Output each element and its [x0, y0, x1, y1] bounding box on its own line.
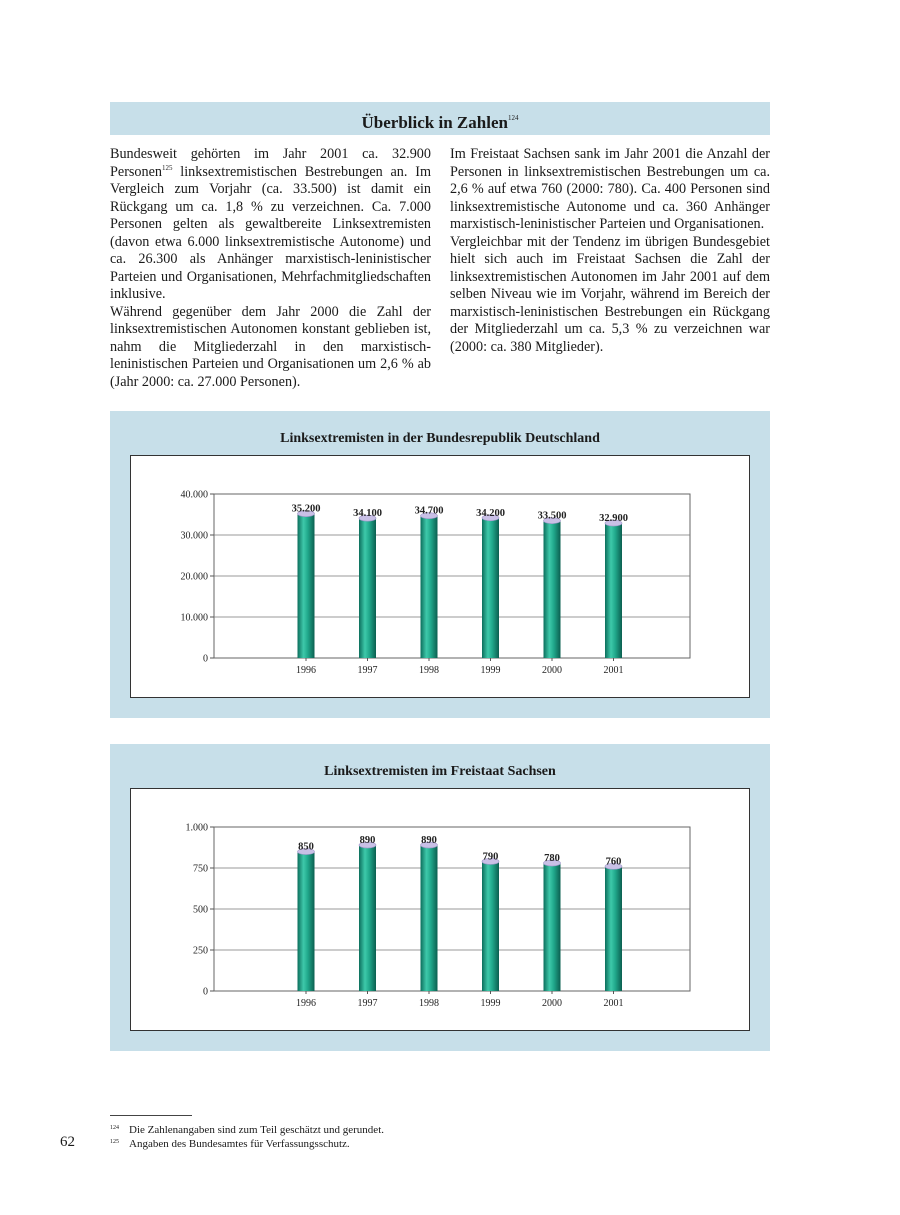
footnote-125 [110, 1136, 350, 1151]
footnote-124 [110, 1122, 384, 1137]
bar [298, 852, 315, 991]
data-label: 790 [482, 851, 499, 863]
right-paragraph-2: Vergleichbar mit der Tendenz im übrigen Bundesgebiet hielt sich auch im Freistaat Sachsen die Zahl der linksextremistischen Autonomen im Jahr 2001 auf dem selben Niveau wie im Vorjahr, während im Bereich der marxistisch-leninistischen Bestrebungen ein Rückgang der Mitgliederzahl um ca. 5,3 % zu verzeichnen war (2000: ca. 380 Mitglieder). [450, 233, 770, 355]
data-label: 32.900 [599, 513, 628, 525]
left-paragraph-1-part-a: Bundesweit gehörten im Jahr 2001 ca. 32.900 Personen [110, 146, 431, 180]
bar [421, 516, 438, 658]
x-tick-label: 1997 [357, 998, 378, 1009]
x-tick-label: 1997 [357, 665, 378, 676]
x-tick-label: 2001 [603, 998, 624, 1009]
bar-chart-saxony [131, 789, 749, 1030]
footnote-ref-124: 124 [507, 114, 519, 122]
data-label: 34.700 [414, 505, 444, 517]
y-tick-label: 0 [203, 986, 208, 998]
data-label: 780 [544, 853, 560, 865]
bar [298, 514, 315, 658]
chart-title-saxony: Linksextremisten im Freistaat Sachsen [324, 764, 556, 779]
data-label: 890 [421, 835, 437, 847]
bar [482, 861, 499, 991]
bar [359, 845, 376, 991]
x-tick-label: 2000 [542, 665, 562, 676]
x-tick-label: 1996 [296, 665, 316, 676]
footnote-text: Angaben des Bundesamtes für Verfassungsschutz. [129, 1138, 350, 1150]
footnote-ref-125: 125 [162, 163, 173, 172]
chart-box-federal [130, 455, 750, 698]
chart-box-saxony [130, 788, 750, 1031]
data-label: 33.500 [537, 510, 567, 522]
left-paragraph-1-part-b: linksextremistischen Bestrebungen an. Im Vergleich zum Vorjahr (ca. 33.500) ist damit ein Rückgang um ca. 1,8 % zu verzeichnen. Ca. 7.000 Personen gelten als gewaltbereite Linksextremisten (davon etwa 6.000 linksextremistische Autonome) und ca. 26.300 als Anhänger marxistisch-leninistischer Parteien und Organisationen, Mehrfachmitgliedschaften inklusive. [110, 163, 431, 302]
left-paragraph-1 [110, 146, 431, 304]
section-heading-text: Überblick in Zahlen [361, 113, 508, 132]
right-paragraph-1: Im Freistaat Sachsen sank im Jahr 2001 die Anzahl der Personen in linksextremistischen Bestrebungen um ca. 2,6 % auf etwa 760 (2000: 780). Ca. 400 Personen sind linksextremistische Autonome und ca. 360 Anhänger marxistisch-leninistischer Parteien und Organisationen. [450, 146, 770, 232]
y-tick-label: 250 [193, 945, 208, 957]
bar [544, 521, 561, 658]
x-tick-label: 1999 [480, 998, 501, 1009]
right-text-column [450, 146, 770, 356]
y-tick-label: 750 [193, 863, 208, 875]
bar [605, 523, 622, 658]
footnote-divider [110, 1115, 192, 1116]
bar [544, 863, 561, 991]
bar [605, 866, 622, 991]
data-label: 34.200 [476, 507, 505, 519]
left-text-column [110, 146, 431, 391]
data-label: 890 [359, 835, 376, 847]
footnote-number: 124 [110, 1125, 119, 1131]
y-tick-label: 20.000 [180, 571, 208, 583]
footnote-number: 125 [110, 1139, 119, 1145]
y-tick-label: 500 [193, 904, 208, 916]
x-tick-label: 1999 [480, 665, 501, 676]
x-tick-label: 1998 [419, 665, 439, 676]
chart-panel-federal [110, 411, 770, 718]
x-tick-label: 2001 [603, 665, 624, 676]
x-tick-label: 1998 [419, 998, 439, 1009]
data-label: 35.200 [291, 503, 321, 515]
x-tick-label: 2000 [542, 998, 562, 1009]
page-number: 62 [60, 1134, 75, 1150]
data-label: 760 [605, 856, 622, 868]
y-tick-label: 1.000 [185, 822, 208, 834]
bar [421, 845, 438, 991]
section-heading [110, 102, 770, 135]
bar [482, 518, 499, 658]
chart-title-federal: Linksextremisten in der Bundesrepublik Deutschland [280, 431, 600, 446]
y-tick-label: 0 [203, 653, 208, 665]
x-tick-label: 1996 [296, 998, 316, 1009]
data-label: 34.100 [353, 508, 382, 520]
chart-panel-saxony [110, 744, 770, 1051]
left-paragraph-2: Während gegenüber dem Jahr 2000 die Zahl der linksextremistischen Autonomen konstant geblieben ist, nahm die Mitgliederzahl in den marxistisch-leninistischen Parteien und Organisationen um 2,6 % ab (Jahr 2000: ca. 27.000 Personen). [110, 303, 431, 390]
data-label: 850 [298, 841, 314, 853]
bar [359, 518, 376, 658]
bar-chart-federal [131, 456, 749, 697]
y-tick-label: 10.000 [180, 612, 208, 624]
y-tick-label: 30.000 [180, 530, 208, 542]
footnote-text: Die Zahlenangaben sind zum Teil geschätzt und gerundet. [129, 1124, 384, 1136]
y-tick-label: 40.000 [180, 489, 208, 501]
